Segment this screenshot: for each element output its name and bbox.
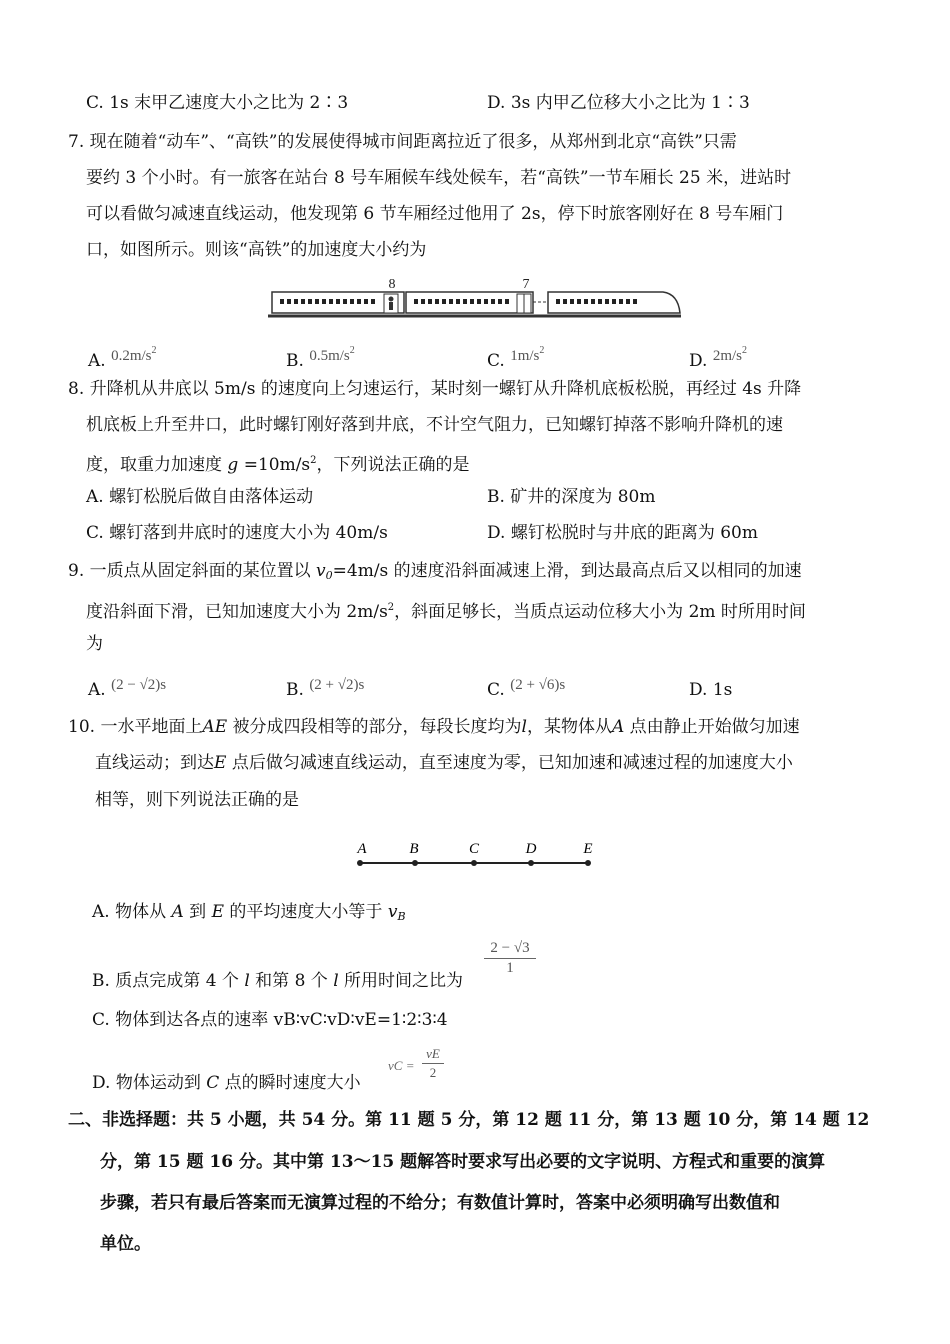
label-b: B [409, 841, 419, 857]
q10-option-d-formula-lhs: vC = [388, 1058, 415, 1073]
point-d [528, 860, 534, 866]
q8-option-b: B. 矿井的深度为 80m [487, 487, 656, 507]
q10-text-line1: 10. 一水平地面上AE 被分成四段相等的部分，每段长度均为l，某物体从A 点由静止开始做匀加速 [68, 717, 800, 737]
q7-option-a: A. $0.2m/s^2$ [88, 345, 157, 371]
q9-option-b: B. (2 + √2)s [286, 677, 365, 700]
q8-option-d: D. 螺钉松脱时与井底的距离为 60m [487, 523, 758, 543]
car-7-label: 7 [522, 277, 530, 292]
section2-heading-line3: 步骤，若只有最后答案而无演算过程的不给分；有数值计算时，答案中必须明确写出数值和 [100, 1193, 780, 1213]
q8-option-c: C. 螺钉落到井底时的速度大小为 40m/s [86, 523, 388, 543]
label-e: E [583, 841, 593, 857]
q10-text-line2: 直线运动；到达E 点后做匀减速直线运动，直至速度为零，已知加速和减速过程的加速度大小 [95, 753, 793, 773]
label-c: C [468, 841, 480, 857]
q10-option-b: B. 质点完成第 4 个 l 和第 8 个 l 所用时间之比为 [92, 971, 464, 991]
point-e [585, 860, 591, 866]
point-b [412, 860, 418, 866]
section2-heading-line4: 单位。 [100, 1234, 151, 1254]
train-figure [268, 276, 683, 324]
q10-option-d: D. 物体运动到 C 点的瞬时速度大小 [92, 1073, 361, 1093]
label-d: D [525, 841, 537, 857]
q10-option-d-fraction: vE 2 [422, 1046, 444, 1081]
passenger-icon [389, 297, 394, 302]
q10-option-a: A. 物体从 A 到 E 的平均速度大小等于 $v_B$ [92, 902, 406, 923]
point-c [471, 860, 477, 866]
q10-option-b-fraction: 2 − √3 1 [484, 940, 536, 977]
q9-option-c: C. (2 + √6)s [487, 677, 566, 700]
q7-text-line2: 要约 3 个小时。有一旅客在站台 8 号车厢候车线处候车，若“高铁”一节车厢长 25 米，进站时 [86, 168, 792, 188]
q9-text-line1: 9. 一质点从固定斜面的某位置以 $v_0=4m/s$ 的速度沿斜面减速上滑，到达最高点后又以相同的加速 [68, 561, 802, 582]
section2-heading-line2: 分，第 15 题 16 分。其中第 13～15 题解答时要求写出必要的文字说明、方程式和重要的演算 [100, 1152, 826, 1172]
q9-text-line2: 度沿斜面下滑，已知加速度大小为 $2m/s^2$，斜面足够长，当质点运动位移大小为 2m 时所用时间 [86, 602, 806, 622]
q10-option-c: C. 物体到达各点的速率 vB∶vC∶vD∶vE=1∶2∶3∶4 [92, 1010, 448, 1030]
q8-option-a: A. 螺钉松脱后做自由落体运动 [86, 487, 314, 507]
section2-heading-line1: 二、非选择题：共 5 小题，共 54 分。第 11 题 5 分，第 12 题 11 分，第 13 题 10 分，第 14 题 12 [68, 1110, 870, 1130]
car-8-label: 8 [388, 277, 396, 292]
train-car-7 [406, 292, 533, 313]
q7-option-c: C. $1m/s^2$ [487, 345, 545, 371]
q7-text-line3: 可以看做匀减速直线运动，他发现第 6 节车厢经过他用了 2s，停下时旅客刚好在 8 号车厢门 [86, 204, 784, 224]
point-a [357, 860, 363, 866]
q7-option-d: D. $2m/s^2$ [689, 345, 748, 371]
q9-text-line3: 为 [86, 634, 103, 654]
q10-text-line3: 相等，则下列说法正确的是 [95, 790, 299, 810]
q8-text-line1: 8. 升降机从井底以 5m/s 的速度向上匀速运行，某时刻一螺钉从升降机底板松脱，再经过 4s 升降 [68, 379, 802, 399]
points-line-figure [350, 838, 600, 874]
q9-option-a: A. (2 − √2)s [88, 677, 167, 700]
q7-text-line1: 7. 现在随着“动车”、“高铁”的发展使得城市间距离拉近了很多，从郑州到北京“高铁”只需 [68, 132, 737, 152]
q7-option-b: B. $0.5m/s^2$ [286, 345, 355, 371]
q6-option-c: C. 1s 末甲乙速度大小之比为 2∶3 [86, 93, 349, 113]
label-a: A [357, 841, 367, 857]
q9-option-d: D. 1s [689, 680, 733, 700]
q8-text-line3: 度，取重力加速度 $g =10m/s^2$，下列说法正确的是 [86, 455, 470, 475]
q8-text-line2: 机底板上升至井口，此时螺钉刚好落到井底，不计空气阻力，已知螺钉掉落不影响升降机的速 [86, 415, 783, 435]
q6-option-d: D. 3s 内甲乙位移大小之比为 1∶3 [487, 93, 750, 113]
q7-text-line4: 口，如图所示。则该“高铁”的加速度大小约为 [86, 240, 427, 260]
